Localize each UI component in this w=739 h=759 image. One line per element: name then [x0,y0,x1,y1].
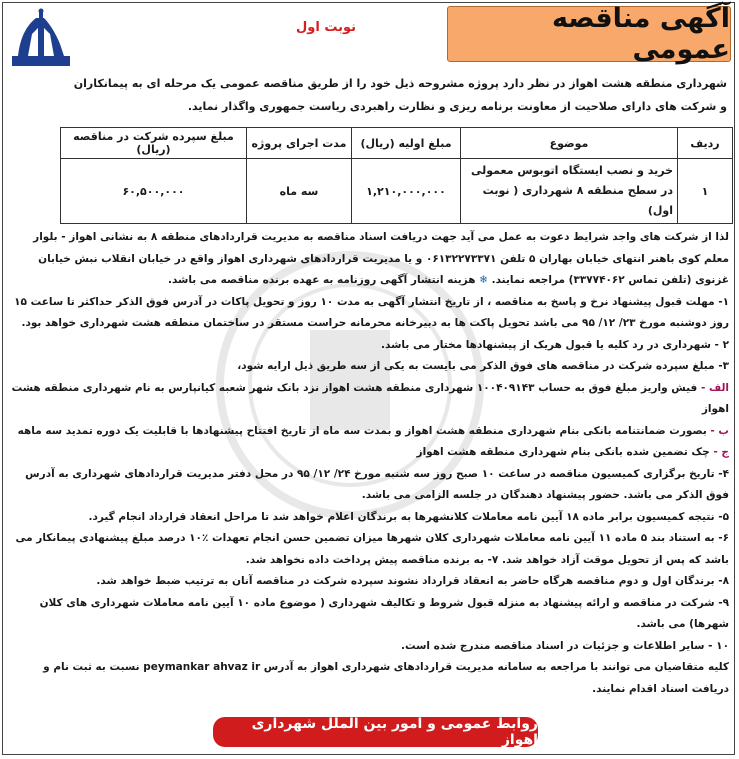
page-title: آگهی مناقصه عمومی [447,6,731,62]
clause-3b [7,421,729,443]
clause-4: ۴- تاریخ برگزاری کمیسیون مناقصه در ساعت ۱۰ صبح روز سه شنبه مورخ ۲۴/ ۱۲/ ۹۵ در محل دفتر مدیریت قراردادهای شهرداری به آدرس فوق الذکر می باشد. حضور پیشنهاد دهندگان در جلسه الزامی می باشد. [25,467,729,501]
clause-1: ۱- مهلت قبول پیشنهاد نرخ و پاسخ به مناقصه ، از تاریخ انتشار آگهی به مدت ۱۰ روز و تحویل پاکات در آدرس فوق الذکر حداکثر تا ساعت ۱۵ روز دوشنبه مورخ ۲۳/ ۱۲/ ۹۵ می باشد تحویل پاکت ها به دبیرخانه محرمانه حراست مستقر در ساختمان منطقه هشت شهرداری خواهد بود. [14,295,729,329]
header-index: ردیف [678,128,733,159]
tender-table [60,127,733,224]
clause-3b-label: ب - [710,424,729,437]
ad-cost-text: هزینه انتشار آگهی روزنامه به عهده برنده مناقصه می باشد. [167,274,476,286]
intro-paragraph [12,72,727,118]
clause-2: ۲ - شهرداری در رد کلیه یا قبول هریک از پیشنهادها مختار می باشد. [381,338,729,351]
invitation-paragraph [7,227,729,292]
clause-3: ۳- مبلغ سپرده شرکت در مناقصه های فوق الذکر می بایست به یکی از سه طریق ذیل ارایه شود، [237,360,729,372]
ahvaz-municipality-logo [10,8,72,70]
clause-3c-text: چک تضمین شده بانکی بنام شهرداری منطقه هشت اهواز [416,446,710,458]
clause-9: ۹- شرکت در مناقصه و ارائه پیشنهاد به منزله قبول شروط و تکالیف شهرداری ( موضوع ماده ۱۰ آیین نامه معاملات شهرداری های کلان شهرها) می باشد. [39,596,729,630]
body-text [7,227,729,700]
registration-note: کلیه متقاضیان می توانند با مراجعه به سامانه مدیریت قراردادهای شهرداری اهواز به آدرس peymankar ahvaz ir نسبت به ثبت نام و دریافت اسناد اقدام نمایند. [43,661,729,695]
clause-6-7: ۶- به استناد بند ۵ ماده ۱۱ آیین نامه معاملات شهرداری کلان شهرها میزان تضمین حسن انجام تعهدات ٪۱۰ درصد مبلغ پیشنهادی پیمانکار می باشد که پس از تحویل موقت آزاد خواهد شد. ۷- به برنده مناقصه پیش پرداخت داده نخواهد شد. [15,532,729,566]
header-duration: مدت اجرای پروژه [247,128,352,159]
intro-line: شهرداری منطقه هشت اهواز در نظر دارد پروژه مشروحه ذیل خود را از طریق مناقصه عمومی یک مرحله ای به پیمانکاران [73,77,727,90]
header-deposit: مبلغ سپرده شرکت در مناقصه (ریال) [61,128,247,159]
clause-3a-text: فیش واریز مبلغ فوق به حساب ۱۰۰۴۰۹۱۴۳ شهرداری منطقه هشت اهواز نزد بانک شهر شعبه کیانپارس به نام شهرداری منطقه هشت اهواز [11,381,729,415]
cell-initial-amount: ۱,۲۱۰,۰۰۰,۰۰۰ [352,159,461,224]
invitation-text: لذا از شرکت های واجد شرایط دعوت به عمل می آید جهت دریافت اسناد مناقصه به مدیریت قراردادهای منطقه ۸ به نشانی اهواز - بلوار معلم کوی باهنر انتهای خیابان بهاران ۵ تلفن ۰۶۱۳۲۲۷۳۳۷۱ و یا مدیریت قراردادهای شهرداری اهواز واقع در خیابان انقلاب نبش خیابان غزنوی (تلفن تماس ۳۳۷۷۴۰۶۲) مراجعه نمایند. [33,231,729,286]
clause-3a-label: الف - [700,381,729,394]
clause-3b-text: بصورت ضمانتنامه بانکی بنام شهرداری منطقه هشت اهواز و بمدت سه ماه از تاریخ افتتاح پیشنهادها با قابلیت یک دوره تمدید سه ماهه [17,424,707,437]
header-initial-amount: مبلغ اولیه (ریال) [352,128,461,159]
cell-subject: خرید و نصب ایستگاه اتوبوس معمولی در سطح منطقه ۸ شهرداری ( نوبت اول) [461,159,678,224]
clause-10: ۱۰ - سایر اطلاعات و جزئیات در اسناد مناقصه مندرج شده است. [401,639,729,652]
intro-line: و شرکت های دارای صلاحیت از معاونت برنامه ریزی و نظارت راهبردی ریاست جمهوری واگذار نماید. [187,100,727,113]
clause-3c [7,442,729,464]
table-header-row [61,128,733,159]
cell-duration: سه ماه [247,159,352,224]
table-row [61,159,733,224]
clause-3a [7,378,729,421]
cell-index: ۱ [678,159,733,224]
cell-deposit: ۶۰,۵۰۰,۰۰۰ [61,159,247,224]
clause-8: ۸- برندگان اول و دوم مناقصه هرگاه حاضر به انعقاد قرارداد نشوند سپرده شرکت در مناقصه آنان به ترتیب ضبط خواهد شد. [96,575,729,587]
clause-5: ۵- نتیجه کمیسیون برابر ماده ۱۸ آیین نامه معاملات کلانشهرها به برندگان اعلام خواهد شد تا مراحل انعقاد قرارداد انجام گیرد. [88,510,729,523]
round-label: نوبت اول [296,20,357,35]
snowflake-bullet-icon: ❄ [479,274,488,286]
header-subject: موضوع [461,128,678,159]
clause-3c-label: ج - [713,446,729,458]
public-relations-banner: روابط عمومی و امور بین الملل شهرداری اهواز [213,717,538,747]
